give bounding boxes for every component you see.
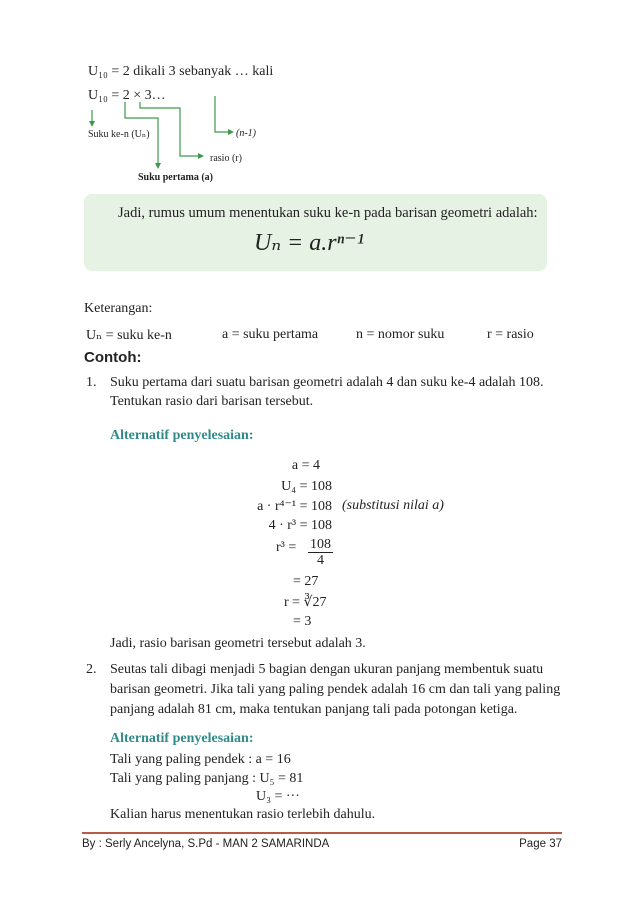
step-fraction <box>308 537 333 568</box>
diagram-line-2: U₁₀ = 2 × 3… <box>88 88 166 103</box>
contoh-title: Contoh: <box>84 349 142 366</box>
step-27: = 27 <box>293 574 319 589</box>
footer <box>82 838 562 850</box>
q2-number: 2. <box>86 662 97 677</box>
keterangan-a: a = suku pertama <box>222 327 319 342</box>
label-suku-ke-n: Suku ke-n (Uₙ) <box>88 129 150 140</box>
fraction-denominator: 4 <box>317 553 324 568</box>
step-u4: U₄ = 108 <box>281 479 332 494</box>
given-longest: Tali yang paling panjang : U₅ = 81 <box>110 771 304 786</box>
q1-line-1: Suku pertama dari suatu barisan geometri adalah 4 dan suku ke-4 adalah 108. <box>110 375 544 390</box>
q1-line-2: Tentukan rasio dari barisan tersebut. <box>110 394 314 409</box>
keterangan-r: r = rasio <box>487 327 534 342</box>
footer-page: Page 37 <box>519 838 562 850</box>
fraction-numerator: 108 <box>310 537 331 552</box>
q2-line-1: Seutas tali dibagi menjadi 5 bagian dengan ukuran panjang membentuk suatu <box>110 662 544 677</box>
keterangan-n: n = nomor suku <box>356 327 445 342</box>
footer-author: By : Serly Ancelyna, S.Pd - MAN 2 SAMARINDA <box>82 838 330 850</box>
conclusion-1: Jadi, rasio barisan geometri tersebut adalah 3. <box>110 636 366 651</box>
label-n-minus-1: (n-1) <box>236 128 256 139</box>
label-suku-pertama: Suku pertama (a) <box>138 172 214 183</box>
q1-number: 1. <box>86 375 97 390</box>
alt-penyelesaian-1: Alternatif penyelesaian: <box>110 428 254 443</box>
summary-text: Jadi, rumus umum menentukan suku ke-n pada barisan geometri adalah: <box>118 205 538 221</box>
summary-box <box>84 194 547 271</box>
q2-line-3: panjang adalah 81 cm, maka tentukan panjang tali pada potongan ketiga. <box>110 702 518 717</box>
diagram-line-1: U₁₀ = 2 dikali 3 sebanyak … kali <box>88 64 274 79</box>
keterangan-un: Uₙ = suku ke-n <box>86 328 172 343</box>
step-3: = 3 <box>293 614 312 629</box>
step-cuberoot: r = ∛27 <box>284 595 327 610</box>
keterangan-title: Keterangan: <box>84 301 153 316</box>
step-4r3: 4 · r³ = 108 <box>268 518 332 533</box>
unknown-u3: U₃ = ··· <box>256 789 300 804</box>
step-substitusi: a · r⁴⁻¹ = 108 <box>257 499 332 514</box>
footer-rule <box>82 832 562 834</box>
alt-penyelesaian-2: Alternatif penyelesaian: <box>110 731 254 746</box>
step-substitusi-note: (substitusi nilai a) <box>342 498 444 513</box>
q2-line-2: barisan geometri. Jika tali yang paling pendek adalah 16 cm dan tali yang paling <box>110 682 561 697</box>
step-r3-left: r³ = <box>276 540 297 555</box>
label-rasio: rasio (r) <box>210 153 242 164</box>
summary-formula: Uₙ = a.rⁿ⁻¹ <box>254 230 365 256</box>
given-shortest: Tali yang paling pendek : a = 16 <box>110 752 291 767</box>
instruction-rasio: Kalian harus menentukan rasio terlebih dahulu. <box>110 807 376 822</box>
step-a: a = 4 <box>291 458 320 473</box>
